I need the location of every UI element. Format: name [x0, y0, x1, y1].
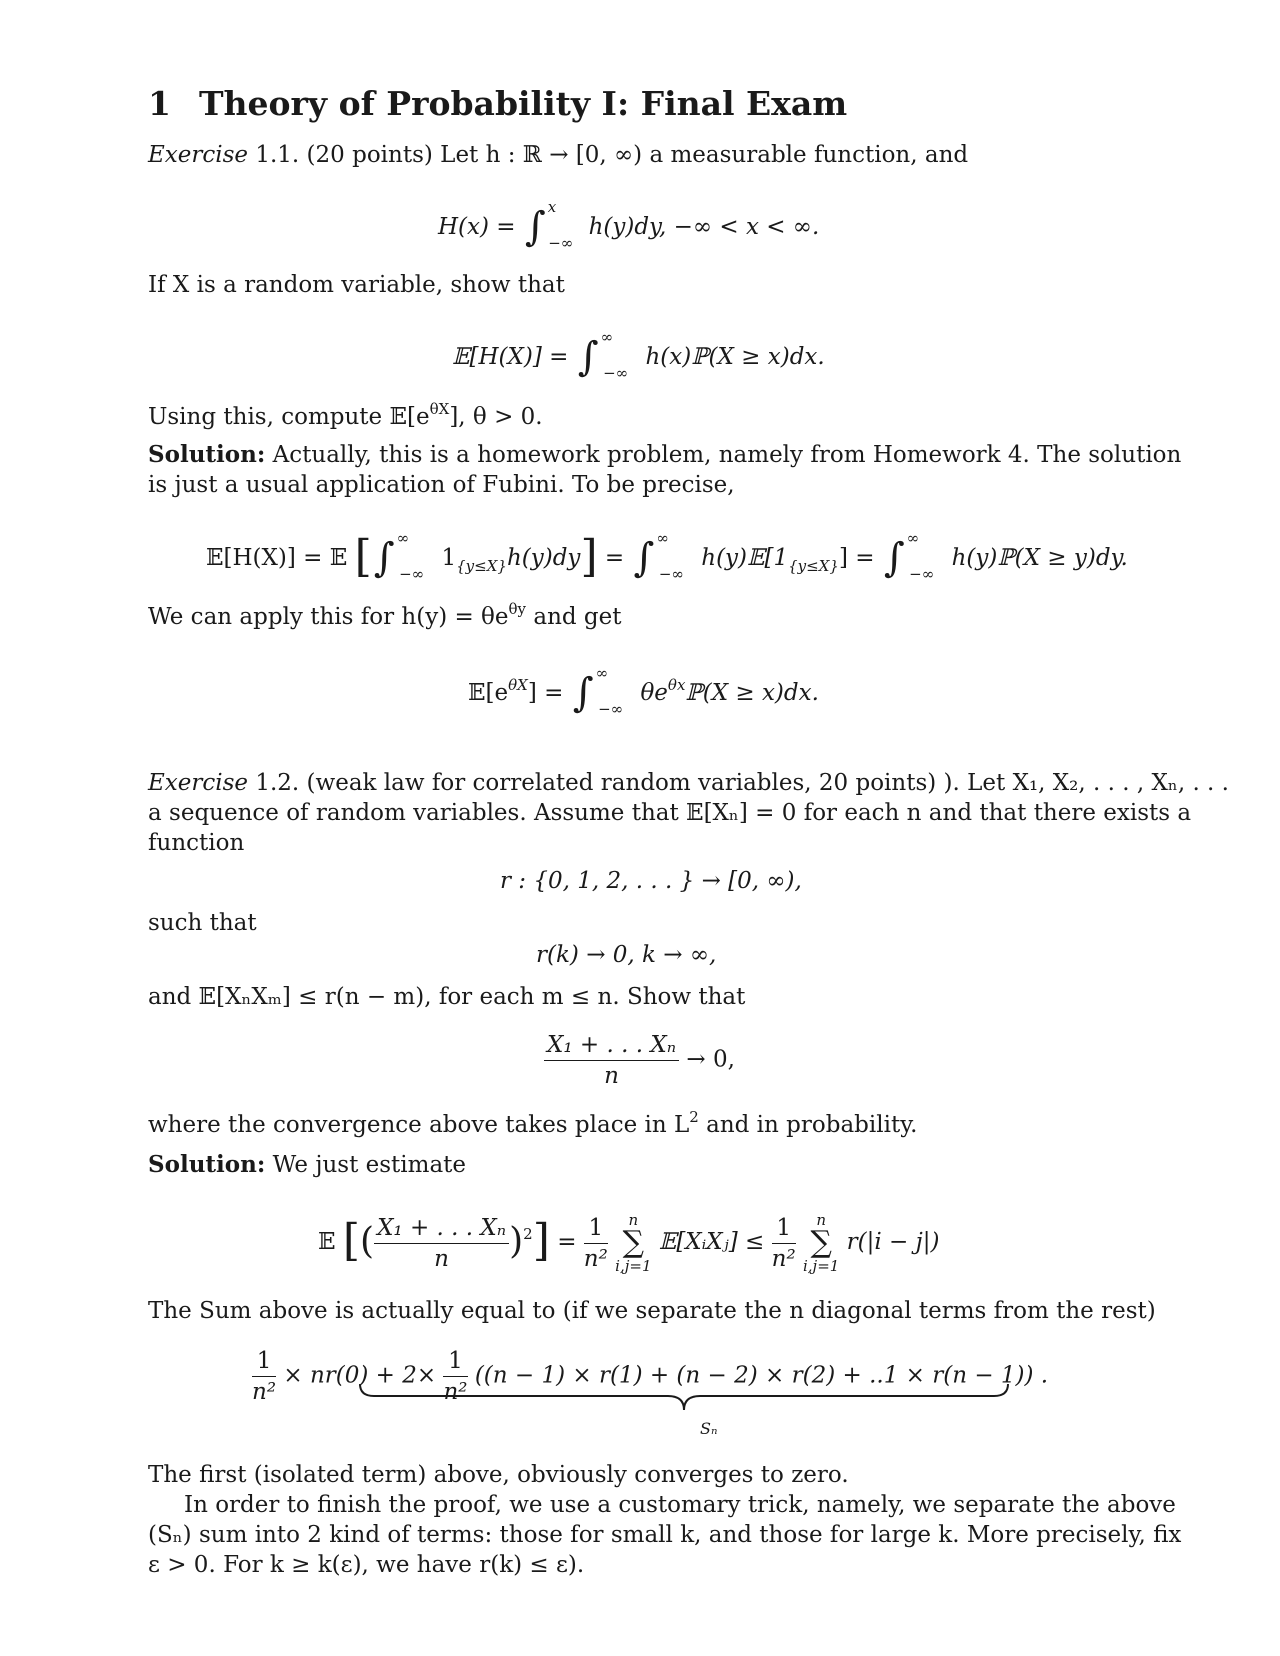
est-term2: r(|i − j|)	[846, 1229, 940, 1255]
integral-sign: ∫	[633, 535, 655, 581]
one-over-n2	[584, 1213, 608, 1274]
inf-lower: −∞	[658, 565, 684, 583]
frac-den-n2: n²	[252, 1379, 277, 1405]
apply-text	[148, 602, 622, 634]
eq1-lower-limit: −∞	[548, 234, 574, 252]
eq3-e-sub: {y≤X}	[788, 557, 839, 575]
such-that-text: such that	[148, 910, 257, 936]
section-title-text: Theory of Probability I: Final Exam	[198, 84, 848, 123]
solution-text: Actually, this is a homework problem, namely from Homework 4. The solution	[272, 442, 1182, 468]
eq2-integrand: h(x)ℙ(X ≥ x)dx.	[645, 344, 825, 370]
eq3-e: h(y)𝔼[1	[701, 545, 789, 571]
frac-den-n2: n²	[583, 1245, 608, 1272]
compute-text	[148, 402, 543, 434]
eq4-lhs-sup: θX	[508, 676, 528, 694]
frac-num-one: 1	[772, 1213, 796, 1244]
sum-1	[615, 1212, 651, 1274]
eq4-lhs-b: ] =	[527, 680, 564, 706]
inf-upper: ∞	[396, 529, 410, 547]
solution-1-line1	[148, 440, 1181, 470]
first-term-text: The first (isolated term) above, obviously converges to zero.	[148, 1462, 849, 1488]
frac-num-one: 1	[443, 1346, 467, 1377]
one-over-n2	[772, 1213, 796, 1274]
condition-text: and 𝔼[XₙXₘ] ≤ r(n − m), for each m ≤ n. Show that	[148, 984, 746, 1010]
eq4-int-b: ℙ(X ≥ x)dx.	[685, 680, 819, 706]
sum-split-a: × nr(0) + 2×	[283, 1362, 437, 1389]
sum-bottom: i,j=1	[615, 1257, 652, 1275]
fraction-tail: → 0,	[686, 1046, 735, 1073]
exercise-1-2-line3: function	[148, 830, 245, 856]
right-paren: )	[509, 1221, 524, 1262]
left-paren: (	[360, 1221, 375, 1262]
apply-sup: θy	[508, 600, 527, 618]
equation-variance-estimate	[318, 1212, 939, 1274]
average-fraction	[374, 1213, 509, 1274]
eq3-indicator: 1	[441, 545, 457, 571]
exercise-1-2-line2: a sequence of random variables. Assume that 𝔼[Xₙ] = 0 for each n and that there exists a	[148, 800, 1192, 826]
exercise-line1: (weak law for correlated random variables, 20 points) ). Let X₁, X₂, . . . , Xₙ, . . .	[306, 770, 1229, 796]
sum-split-b: ((n − 1) × r(1) + (n − 2) × r(2) + ..1 × r(n − 1)) .	[474, 1362, 1049, 1389]
solution-2-line	[148, 1150, 466, 1180]
eq1-upper-limit: x	[547, 198, 557, 216]
sum-top: n	[816, 1211, 826, 1229]
exercise-label: Exercise	[148, 770, 249, 796]
exercise-label: Exercise	[148, 142, 249, 168]
sigma-icon: ∑	[622, 1225, 645, 1260]
frac-den-n2: n²	[771, 1245, 796, 1272]
where-a: where the convergence above takes place in L	[148, 1112, 690, 1138]
compute-a: Using this, compute 𝔼[e	[148, 404, 430, 430]
eq4-int-a: θe	[640, 680, 668, 706]
integral-sign: ∫	[524, 204, 546, 250]
inf-upper: ∞	[595, 664, 609, 682]
where-sup: 2	[689, 1108, 699, 1126]
solution-label: Solution:	[148, 441, 266, 468]
compute-sup: θX	[429, 400, 450, 418]
equation-average-limit	[544, 1030, 735, 1091]
equation-r-limit: r(k) → 0, k → ∞,	[536, 942, 717, 968]
sum-top: n	[628, 1211, 639, 1229]
eq3-f: ] =	[838, 545, 875, 571]
show-text: If X is a random variable, show that	[148, 272, 565, 298]
integral-sign: ∫	[577, 334, 599, 380]
eq3-a: 𝔼[H(X)] = 𝔼	[206, 545, 348, 571]
eq4-int-sup: θx	[667, 676, 686, 694]
frac-num-one: 1	[584, 1213, 608, 1244]
integral-sign: ∫	[373, 535, 395, 581]
exercise-number: 1.1.	[255, 142, 300, 168]
apply-a: We can apply this for h(y) = θe	[148, 604, 509, 630]
est-equals: =	[557, 1229, 577, 1255]
eq3-d: =	[604, 545, 625, 571]
right-bracket: ]	[532, 1215, 550, 1266]
equation-H-definition	[438, 198, 820, 252]
eq3-g: h(y)ℙ(X ≥ y)dy.	[951, 545, 1128, 571]
fraction-numerator: X₁ + . . . Xₙ	[544, 1030, 679, 1061]
inf-lower: −∞	[598, 700, 624, 718]
proof-para-line3: ε > 0. For k ≥ k(ε), we have r(k) ≤ ε).	[148, 1552, 585, 1578]
expectation-symbol: 𝔼	[318, 1229, 336, 1255]
solution-1-line2: is just a usual application of Fubini. To be precise,	[148, 472, 735, 498]
underbrace-path	[360, 1384, 1008, 1410]
left-bracket: [	[354, 531, 372, 582]
fraction-denominator: n	[604, 1063, 619, 1089]
section-number: 1	[148, 84, 171, 123]
frac-den-n2: n²	[443, 1379, 468, 1405]
proof-para-line1: In order to finish the proof, we use a customary trick, namely, we separate the above	[184, 1492, 1176, 1518]
solution-label: Solution:	[148, 1151, 266, 1178]
eq1-lhs: H(x) =	[438, 214, 516, 240]
equation-expectation-H	[452, 328, 825, 382]
left-bracket: [	[342, 1215, 361, 1266]
underbrace-label: Sₙ	[700, 1419, 718, 1438]
sum-2	[803, 1212, 839, 1274]
equation-r-function: r : {0, 1, 2, . . . } → [0, ∞),	[500, 868, 802, 894]
integral-sign: ∫	[572, 670, 594, 716]
section-title	[148, 84, 847, 123]
compute-b: ], θ > 0.	[449, 404, 543, 430]
where-b: and in probability.	[698, 1112, 918, 1138]
square-exponent: 2	[523, 1225, 533, 1243]
eq3-indicator-sub: {y≤X}	[456, 557, 507, 575]
exercise-1-1-intro	[148, 140, 968, 170]
frac-num-one: 1	[252, 1346, 276, 1377]
right-bracket: ]	[580, 531, 598, 582]
eq2-upper-limit: ∞	[600, 328, 614, 346]
equation-mgf	[468, 664, 819, 718]
convergence-text	[148, 1110, 917, 1142]
eq2-lhs: 𝔼[H(X)] =	[452, 344, 569, 370]
underbrace	[358, 1382, 1010, 1418]
inf-lower: −∞	[909, 565, 935, 583]
fraction-numerator: X₁ + . . . Xₙ	[374, 1213, 509, 1244]
equation-fubini	[206, 529, 1128, 583]
inf-upper: ∞	[906, 529, 920, 547]
eq4-lhs-a: 𝔼[e	[468, 680, 509, 706]
exercise-intro-text: (20 points) Let h : ℝ → [0, ∞) a measurable function, and	[306, 142, 969, 168]
eq3-c: h(y)dy	[506, 545, 581, 571]
integral-sign: ∫	[883, 535, 905, 581]
exercise-1-2-line1	[148, 768, 1229, 798]
sum-equal-text: The Sum above is actually equal to (if we separate the n diagonal terms from the rest)	[148, 1298, 1156, 1324]
inf-lower: −∞	[399, 565, 425, 583]
sigma-icon: ∑	[810, 1225, 832, 1260]
est-term1: 𝔼[XᵢXⱼ] ≤	[658, 1229, 765, 1255]
sum-bottom: i,j=1	[802, 1257, 840, 1275]
inf-upper: ∞	[656, 529, 669, 547]
one-over-n2	[252, 1346, 276, 1407]
average-fraction	[544, 1030, 679, 1091]
eq1-integrand: h(y)dy, −∞ < x < ∞.	[588, 214, 820, 240]
apply-b: and get	[526, 604, 622, 630]
eq2-lower-limit: −∞	[603, 364, 629, 382]
fraction-denominator: n	[434, 1245, 449, 1272]
proof-para-line2: (Sₙ) sum into 2 kind of terms: those for small k, and those for large k. More precisely, fix	[148, 1522, 1182, 1548]
exercise-number: 1.2.	[255, 770, 300, 796]
solution-text: We just estimate	[272, 1152, 467, 1178]
